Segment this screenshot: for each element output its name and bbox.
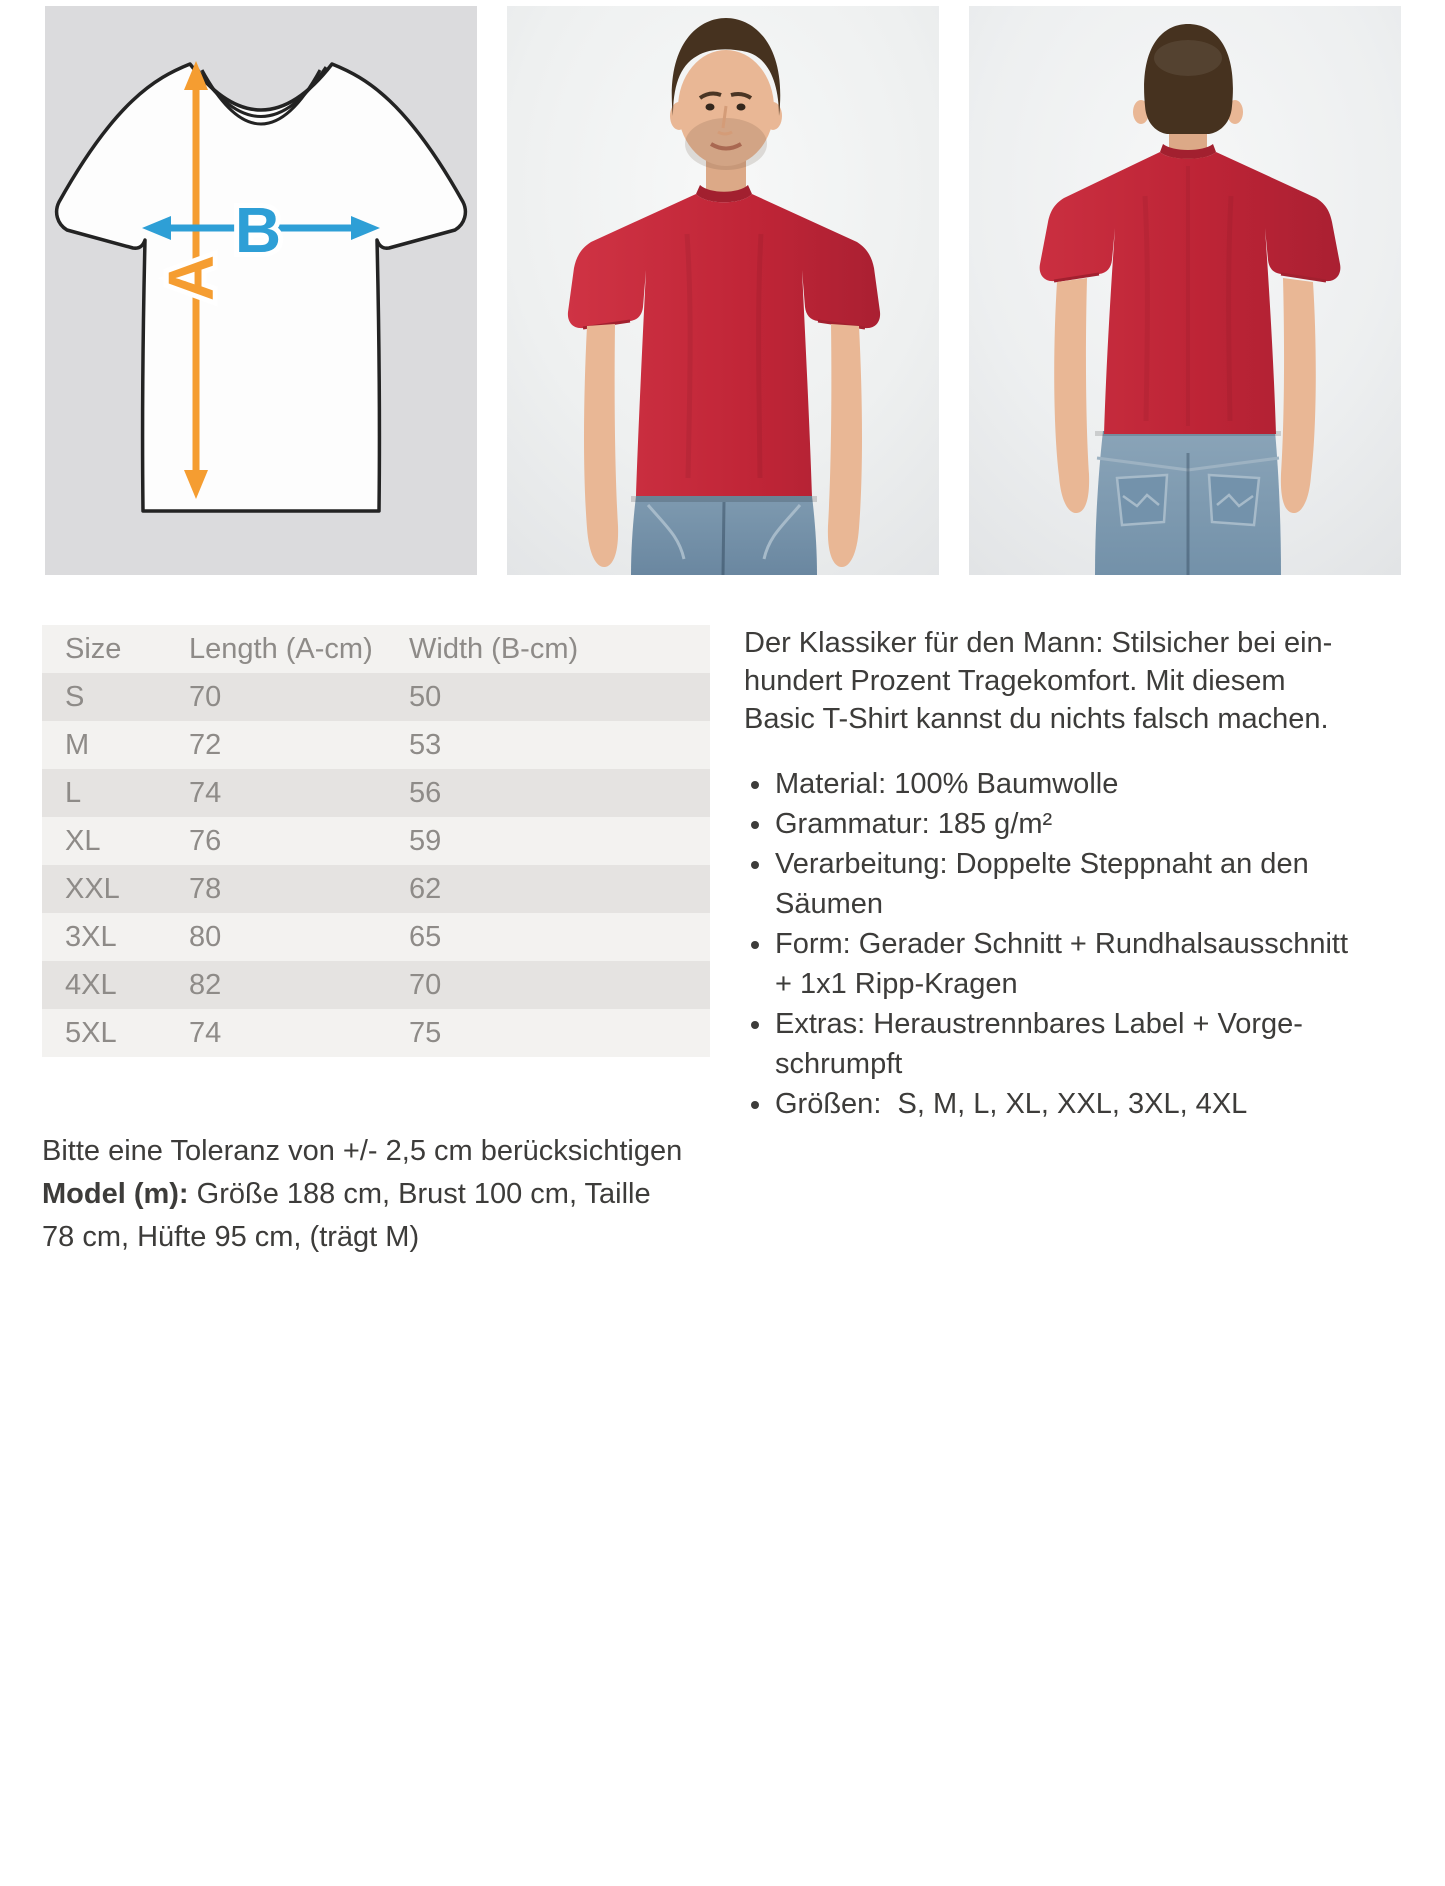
cell-length: 70 (189, 681, 222, 713)
forearm-left (584, 324, 618, 567)
model-measurements-line1 (42, 1173, 682, 1216)
jeans-fly-seam (723, 502, 724, 575)
size-table-body (42, 673, 710, 1057)
cell-size: XL (65, 825, 101, 857)
product-image-measurement-diagram[interactable] (45, 6, 477, 575)
description-line: Basic T-Shirt kannst du nichts falsch machen. (744, 703, 1329, 735)
description-line: Der Klassiker für den Mann: Stilsicher bei ein- (744, 627, 1333, 659)
table-row (42, 721, 710, 769)
feature-item (744, 1004, 1444, 1084)
cell-size: M (65, 729, 90, 761)
model-measurements-line2: 78 cm, Hüfte 95 cm, (trägt M) (42, 1221, 420, 1253)
hem-shadow (631, 496, 817, 502)
feature-line-1: Extras: Heraustrennbares Label + Vorge- (775, 1008, 1303, 1040)
model-measurements-rest: Größe 188 cm, Brust 100 cm, Taille (188, 1178, 651, 1210)
cell-length: 78 (189, 873, 222, 905)
cell-size: L (65, 777, 82, 809)
feature-item (744, 804, 1444, 844)
bullet-icon (751, 1021, 759, 1029)
bullet-icon (751, 861, 759, 869)
feature-line-1: Größen: S, M, L, XL, XXL, 3XL, 4XL (775, 1088, 1248, 1120)
feature-line-1: Form: Gerader Schnitt + Rundhalsausschnitt (775, 928, 1349, 960)
table-row (42, 913, 710, 961)
cell-length: 74 (189, 777, 222, 809)
feature-item (744, 844, 1444, 924)
feature-line-1: Grammatur: 185 g/m² (775, 808, 1053, 840)
size-table (42, 625, 710, 1057)
cell-width: 75 (409, 1017, 442, 1049)
table-row (42, 961, 710, 1009)
cell-width: 53 (409, 729, 442, 761)
cell-size: XXL (65, 873, 120, 905)
feature-line-1: Material: 100% Baumwolle (775, 768, 1119, 800)
forearm-right (828, 324, 862, 567)
product-image-model-back[interactable] (969, 6, 1401, 575)
table-row (42, 817, 710, 865)
cell-width: 70 (409, 969, 442, 1001)
bullet-icon (751, 1101, 759, 1109)
eye-left (706, 104, 715, 111)
model-front-illustration (507, 6, 939, 575)
cell-width: 56 (409, 777, 442, 809)
table-row (42, 1009, 710, 1057)
bullet-icon (751, 821, 759, 829)
table-row (42, 673, 710, 721)
description-line: hundert Prozent Tragekomfort. Mit diesem (744, 665, 1286, 697)
measurement-label-a: A (154, 254, 227, 302)
bullet-icon (751, 941, 759, 949)
tshirt-outline (57, 64, 466, 511)
size-table-header (42, 625, 710, 673)
feature-line-2: + 1x1 Ripp-Kragen (775, 968, 1018, 1000)
cell-size: S (65, 681, 85, 713)
cell-size: 4XL (65, 969, 117, 1001)
feature-line-1: Verarbeitung: Doppelte Steppnaht an den (775, 848, 1309, 880)
product-description (744, 624, 1444, 1124)
table-row (42, 769, 710, 817)
cell-length: 82 (189, 969, 222, 1001)
eye-right (737, 104, 746, 111)
cell-width: 65 (409, 921, 442, 953)
cell-width: 50 (409, 681, 442, 713)
cell-length: 76 (189, 825, 222, 857)
cell-length: 72 (189, 729, 222, 761)
feature-item (744, 1084, 1444, 1124)
feature-line-2: schrumpft (775, 1048, 903, 1080)
cell-size: 5XL (65, 1017, 117, 1049)
feature-item (744, 924, 1444, 1004)
beard-stubble (685, 118, 767, 170)
product-image-model-front[interactable] (507, 6, 939, 575)
cell-size: 3XL (65, 921, 117, 953)
table-row (42, 865, 710, 913)
measurement-label-b: B (234, 194, 282, 266)
forearm-left (1054, 278, 1089, 513)
description-intro (744, 624, 1444, 738)
model-label: Model (m): (42, 1178, 189, 1210)
bullet-icon (751, 781, 759, 789)
cell-width: 62 (409, 873, 442, 905)
cell-width: 59 (409, 825, 442, 857)
tolerance-text: Bitte eine Toleranz von +/- 2,5 cm berücksichtigen (42, 1135, 683, 1167)
cell-length: 80 (189, 921, 222, 953)
feature-line-2: Säumen (775, 888, 884, 920)
col-header-size: Size (65, 633, 122, 665)
forearm-right (1281, 278, 1316, 513)
hair-highlight (1154, 40, 1222, 76)
col-header-width: Width (B-cm) (409, 633, 579, 665)
feature-list (744, 764, 1444, 1124)
tshirt-measurement-icon (45, 6, 477, 575)
tolerance-notes (42, 1130, 682, 1259)
cell-length: 74 (189, 1017, 222, 1049)
feature-item (744, 764, 1444, 804)
col-header-length: Length (A-cm) (189, 633, 373, 665)
model-back-illustration (969, 6, 1401, 575)
